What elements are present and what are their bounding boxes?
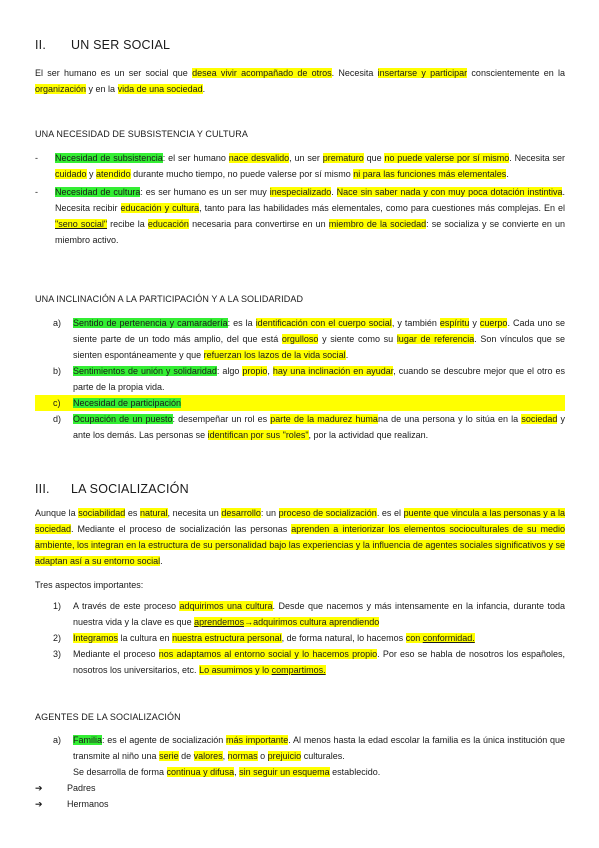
text-run: identificación con el cuerpo social [255,318,392,328]
text-run: Sentido de pertenencia y camaradería [73,318,228,328]
text-run: Aunque la [35,508,79,518]
text-run: conscientemente en la [467,68,565,78]
text-run: , necesita un [167,508,222,518]
sec2-intro [35,65,565,97]
list-item-text [73,398,181,408]
section-heading-2: II. UN SER SOCIAL [35,38,171,52]
text-run: hay una inclinación en ayudar [272,366,394,376]
list-item-text [55,187,565,245]
text-run: aprendemos [194,617,245,627]
list-item-text [73,601,565,627]
lettered-list [35,315,565,443]
sec3-intro [35,505,565,569]
text-run: educación y cultura [120,203,200,213]
text-run: , y también [391,318,440,328]
text-run: Lo asumimos y lo [199,665,272,675]
list-item-text [73,735,565,761]
text-run: . Necesita [331,68,378,78]
subheading-participacion: UNA INCLINACIÓN A LA PARTICIPACIÓN Y A LA SOLIDARIDAD [35,294,304,304]
text-run: inespecializado [269,187,332,197]
text-run: Nace sin saber nada y con muy poca dotación instintiva [336,187,563,197]
list-item-text [73,366,565,392]
bullet-item [35,150,565,182]
text-run: . Mediante el proceso de socialización las personas [71,524,292,534]
text-run: nuestra estructura personal [172,633,282,643]
text-run: valores [193,751,223,761]
text-run: lugar de referencia [396,334,475,344]
text-run: culturales. [301,751,345,761]
list-item-text [73,414,565,440]
text-run: refuerzan los lazos de la vida social [203,350,346,360]
text-run: y en la [86,84,118,94]
list-item [35,732,565,764]
text-run: nace desvalido [228,153,290,163]
text-run: Mediante el proceso [73,649,159,659]
subheading-agentes: AGENTES DE LA SOCIALIZACIÓN [35,712,181,722]
text-run: na de una persona y lo sitúa en la [377,414,522,424]
list-item [35,598,565,630]
text-run: con [405,633,423,643]
text-run: : desempeñar un rol es [172,414,271,424]
arrow-item: ➔ Padres [35,780,565,796]
text-run: desarrollo [221,508,261,518]
text-run: "seno social" [55,219,108,229]
list-marker: a) [53,318,62,328]
text-run: natural [139,508,168,518]
list-item-text [55,153,565,179]
text-run: propio [242,366,268,376]
text-run: ni para las funciones más elementales [353,169,507,179]
text-run: puente que vincula a las personas y a la sociedad [35,508,565,534]
text-run: Sentimientos de unión y solidaridad [73,366,217,376]
text-run: . Necesita ser [509,153,565,163]
text-run: : el ser humano [162,153,229,163]
text-run: nos adaptamos al entorno social y lo hacemos propio [158,649,378,659]
list-item [35,630,565,646]
list-item-text [73,633,475,643]
text-run: prejuicio [267,751,302,761]
text-run: proceso de socialización [278,508,377,518]
text-run: desea vivir acompañado de otros [192,68,332,78]
text-run: : es ser humano es un ser muy [140,187,270,197]
text-run: y siente como su [318,334,397,344]
text-run: más importante [226,735,289,745]
text-run: Necesidad de subsistencia [55,153,163,163]
text-run: necesaria para convertirse en un [188,219,329,229]
list-marker: - [35,187,38,197]
text-run: no puede valerse por sí mismo [384,153,510,163]
text-run: : es la [227,318,256,328]
list-item [35,395,565,411]
text-run: miembro de la sociedad [328,219,427,229]
text-run: insertarse y participar [377,68,468,78]
text-run: : se socializa y se convierte en un miembro activo. [55,219,565,245]
text-run: : un [260,508,279,518]
arrow-right-icon: ➔ [35,783,43,793]
text-run: que [363,153,385,163]
text-run: y ante los demás. Las personas se [73,414,566,440]
text-run: cuerpo [479,318,508,328]
text-run: El ser humano es un ser social que [35,68,193,78]
text-run: , de forma natural, lo hacemos [281,633,406,643]
text-run: →adquirimos cultura aprendiendo [244,617,380,627]
list-marker: c) [53,398,61,408]
text-run: o [257,751,268,761]
section-heading-3: III. LA SOCIALIZACIÓN [35,482,189,496]
list-item-continuation [35,764,565,780]
text-run: . [345,350,349,360]
list-marker: 1) [53,601,62,611]
text-run: : algo [216,366,243,376]
list-item [35,363,565,395]
text-run: cuidado [55,169,87,179]
tres-aspectos: Tres aspectos importantes: [35,580,144,590]
text-run: . es el [376,508,404,518]
text-run: serie [159,751,179,761]
list-marker: - [35,153,38,163]
text-run: la cultura en [118,633,173,643]
text-run: parte de la madurez huma [270,414,378,424]
text-run: vida de una sociedad [117,84,203,94]
text-run: compartimos. [271,665,326,675]
text-run: Necesidad de participación [73,398,182,408]
text-run: establecido. [329,767,381,777]
list-marker: 3) [53,649,62,659]
list-marker: 2) [53,633,62,643]
text-run: , tanto para las habilidades más elementales, como para cuestiones más complejas. En el [199,203,565,213]
text-run: Ocupación de un puesto [73,414,173,424]
text-run: . Necesita recibir [55,187,565,213]
text-run: identifican por sus "roles" [207,430,309,440]
text-run: conformidad. [422,633,475,643]
text-run: Integramos [73,633,119,643]
text-run: , cuando se descubre mejor que el otro es parte de la propia vida. [73,366,565,392]
list-item-text [73,649,565,675]
text-run: es [125,508,140,518]
list-item [35,646,565,678]
bullet-item [35,184,565,248]
text-run: sin seguir un esquema [239,767,330,777]
text-run: , [267,366,273,376]
text-run: de [178,751,194,761]
text-run: Familia [73,735,103,745]
text-run: , [234,767,240,777]
numbered-list [35,598,565,678]
list-marker: d) [53,414,62,424]
arrow-right-icon: ➔ [35,799,43,809]
text-run: , un ser [289,153,323,163]
text-run: . Desde que nacemos y más intensamente en la infancia, durante toda nuestra vida y la clave es que [73,601,566,627]
text-run: educación [147,219,189,229]
text-run: A través de este proceso [73,601,180,611]
text-run: espíritu [439,318,470,328]
text-run: . [202,84,206,94]
text-run: y [86,169,97,179]
text-run: . Por eso se habla de nosotros los españoles, nosotros los universitarios, etc. [73,649,565,675]
text-run: . Al menos hasta la edad escolar la familia es la única institución que transmite al niño una [73,735,566,761]
text-run: . [160,556,163,566]
list-marker: b) [53,366,62,376]
agentes-list [35,732,565,812]
text-run: sociedad [521,414,558,424]
subheading-subsistencia: UNA NECESIDAD DE SUBSISTENCIA Y CULTURA [35,129,248,139]
text-run: . Cada uno se siente parte de un todo más amplio, del que está [73,318,566,344]
list-item-text [73,318,565,360]
text-run: , por la actividad que realizan. [308,430,429,440]
text-run: , [222,751,228,761]
text-run: continua y difusa [166,767,235,777]
list-item [35,411,565,443]
text-run: normas [227,751,258,761]
text-run: aprenden a interiorizar los elementos socioculturales de su medio ambiente, los integran en la estructura de su personalidad bajo las experiencias y la influencia de agentes sociales significativos y se adaptan así a su entorno social [35,524,565,566]
text-run: . [506,169,509,179]
text-run: : es el agente de socialización [102,735,227,745]
text-run: durante mucho tiempo, no puede valerse por sí mismo [130,169,354,179]
text-run: . [331,187,337,197]
text-run: prematuro [322,153,364,163]
list-item [35,315,565,363]
text-run: orgulloso [281,334,319,344]
text-run: organización [35,84,87,94]
text-run: sociabilidad [78,508,126,518]
bullet-list [35,150,565,248]
text-run: recibe la [107,219,148,229]
text-run: Necesidad de cultura [55,187,141,197]
text-run: Se desarrolla de forma [73,767,167,777]
text-run: atendido [96,169,131,179]
text-run: . Son vínculos que se sienten espontáneamente y que [73,334,565,360]
text-run: y [469,318,480,328]
list-marker: a) [53,735,62,745]
text-run: adquirimos una cultura [179,601,273,611]
arrow-item: ➔ Hermanos [35,796,565,812]
